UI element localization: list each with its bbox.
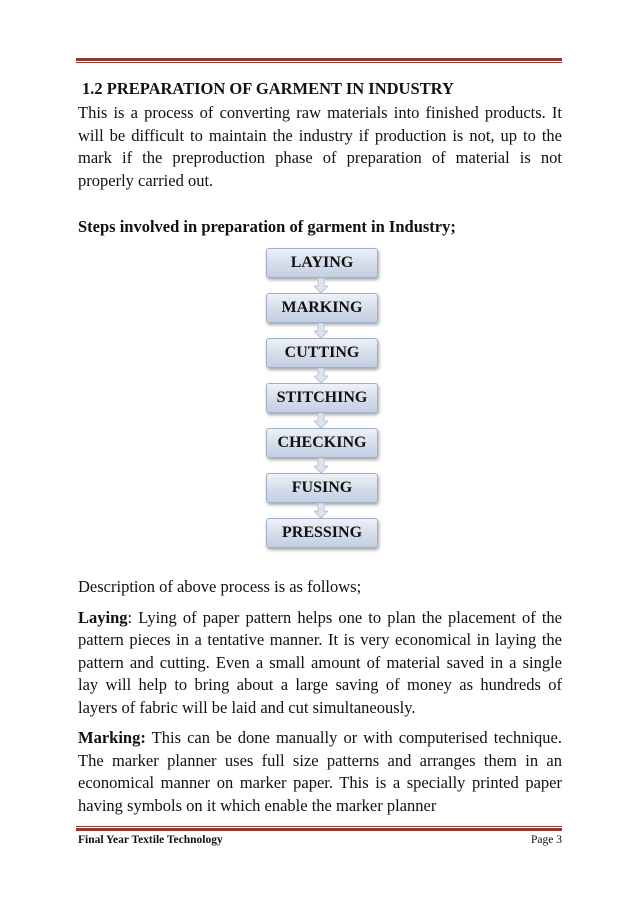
down-arrow-icon: [314, 503, 328, 519]
flow-step-laying: LAYING: [266, 248, 378, 278]
flow-step-stitching: STITCHING: [266, 383, 378, 413]
page-content: [78, 79, 562, 239]
flow-step-pressing: PRESSING: [266, 518, 378, 548]
footer-rule: [76, 826, 562, 831]
down-arrow-icon: [314, 413, 328, 429]
section-heading: 1.2 PREPARATION OF GARMENT IN INDUSTRY: [82, 79, 454, 98]
intro-paragraph: This is a process of converting raw materials into finished products. It will be difficult to maintain the industry if production is not, up to the mark if the preproduction phase of preparation of material is not properly carried out.: [78, 103, 562, 190]
laying-term: Laying: [78, 607, 128, 627]
description-section: [78, 576, 562, 817]
flow-step-checking: CHECKING: [266, 428, 378, 458]
down-arrow-icon: [314, 458, 328, 474]
flow-step-marking: MARKING: [266, 293, 378, 323]
footer-title: Final Year Textile Technology: [78, 834, 223, 846]
header-rule: [76, 58, 562, 63]
flow-step-fusing: FUSING: [266, 473, 378, 503]
marking-text: This can be done manually or with computerised technique. The marker planner uses full size patterns and arranges them in an economical manner on marker paper. This is a specially printed paper having symbols on it which enable the marker planner: [78, 728, 562, 815]
laying-paragraph: [78, 607, 562, 720]
down-arrow-icon: [314, 323, 328, 339]
down-arrow-icon: [314, 278, 328, 294]
marking-paragraph: [78, 727, 562, 817]
page-footer: [78, 834, 562, 846]
down-arrow-icon: [314, 368, 328, 384]
description-intro: Description of above process is as follows;: [78, 577, 362, 596]
marking-term: Marking:: [78, 728, 146, 747]
laying-text: : Lying of paper pattern helps one to plan the placement of the pattern pieces in a tentative manner. It is very economical in laying the pattern and cutting. Even a small amount of material saved in a single lay will help to bring about a large saving of money as hundreds of layers of fabric will be laid and cut simultaneously.: [78, 607, 562, 717]
flow-step-cutting: CUTTING: [266, 338, 378, 368]
page-number: Page 3: [531, 834, 562, 846]
steps-title: Steps involved in preparation of garment in Industry;: [78, 217, 456, 236]
